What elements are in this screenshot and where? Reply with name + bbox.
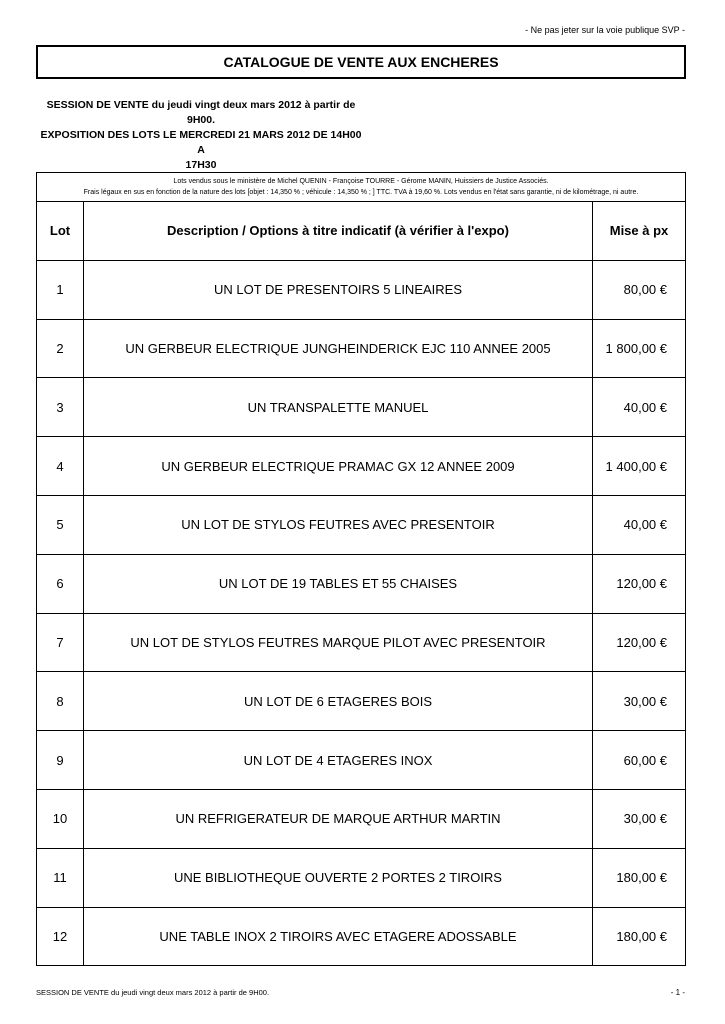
lot-description: UN TRANSPALETTE MANUEL xyxy=(84,378,593,437)
header-price: Mise à px xyxy=(593,202,686,261)
lot-price: 30,00 € xyxy=(593,789,686,848)
lot-price: 180,00 € xyxy=(593,907,686,966)
lot-price: 40,00 € xyxy=(593,495,686,554)
lot-number: 4 xyxy=(37,437,84,496)
lot-description: UN LOT DE 19 TABLES ET 55 CHAISES xyxy=(84,554,593,613)
lot-price: 120,00 € xyxy=(593,554,686,613)
lot-number: 3 xyxy=(37,378,84,437)
lot-price: 80,00 € xyxy=(593,260,686,319)
lot-price: 40,00 € xyxy=(593,378,686,437)
lot-number: 10 xyxy=(37,789,84,848)
table-row xyxy=(37,437,686,496)
table-row xyxy=(37,907,686,966)
table-row xyxy=(37,848,686,907)
table-row xyxy=(37,672,686,731)
page-number: - 1 - xyxy=(670,988,685,997)
footer-session: SESSION DE VENTE du jeudi vingt deux mars 2012 à partir de 9H00. xyxy=(36,988,270,997)
lot-number: 9 xyxy=(37,731,84,790)
table-row xyxy=(37,613,686,672)
lot-number: 11 xyxy=(37,848,84,907)
table-row xyxy=(37,554,686,613)
lot-price: 120,00 € xyxy=(593,613,686,672)
lots-table xyxy=(36,201,686,966)
table-row xyxy=(37,378,686,437)
lot-description: UN LOT DE 6 ETAGERES BOIS xyxy=(84,672,593,731)
legal-line-1: Lots vendus sous le ministère de Michel QUENIN - Françoise TOURRE - Gérome MANIN, Huissiers de Justice Associés. xyxy=(173,178,549,185)
lot-description: UNE TABLE INOX 2 TIROIRS AVEC ETAGERE ADOSSABLE xyxy=(84,907,593,966)
lot-number: 12 xyxy=(37,907,84,966)
table-row xyxy=(37,789,686,848)
lot-number: 8 xyxy=(37,672,84,731)
session-date: SESSION DE VENTE du jeudi vingt deux mars 2012 à partir de 9H00. xyxy=(46,99,356,126)
header-lot: Lot xyxy=(37,202,84,261)
lots-body xyxy=(37,260,686,966)
lot-description: UN GERBEUR ELECTRIQUE PRAMAC GX 12 ANNEE 2009 xyxy=(84,437,593,496)
lot-price: 30,00 € xyxy=(593,672,686,731)
lot-description: UN LOT DE 4 ETAGERES INOX xyxy=(84,731,593,790)
header-description: Description / Options à titre indicatif (à vérifier à l'expo) xyxy=(84,202,593,261)
lot-number: 7 xyxy=(37,613,84,672)
table-row xyxy=(37,731,686,790)
lot-number: 1 xyxy=(37,260,84,319)
session-info xyxy=(36,98,366,173)
table-header-row xyxy=(37,202,686,261)
lot-number: 6 xyxy=(37,554,84,613)
top-note: - Ne pas jeter sur la voie publique SVP - xyxy=(525,25,685,35)
table-row xyxy=(37,319,686,378)
lot-price: 1 800,00 € xyxy=(593,319,686,378)
page-title: CATALOGUE DE VENTE AUX ENCHERES xyxy=(36,45,686,79)
legal-notice xyxy=(36,172,686,202)
lot-number: 5 xyxy=(37,495,84,554)
lot-description: UN LOT DE STYLOS FEUTRES MARQUE PILOT AVEC PRESENTOIR xyxy=(84,613,593,672)
lot-description: UN LOT DE PRESENTOIRS 5 LINEAIRES xyxy=(84,260,593,319)
table-row xyxy=(37,260,686,319)
lot-number: 2 xyxy=(37,319,84,378)
exposition-date: EXPOSITION DES LOTS LE MERCREDI 21 MARS 2012 DE 14H00 A 17H30 xyxy=(40,129,362,171)
lot-description: UNE BIBLIOTHEQUE OUVERTE 2 PORTES 2 TIROIRS xyxy=(84,848,593,907)
legal-line-2: Frais légaux en sus en fonction de la nature des lots [objet : 14,350 % ; véhicule : 14,350 % ; ] TTC. TVA à 19,60 %. Lots vendus en l'état sans garantie, ni de kilométrage, ni autre. xyxy=(83,189,639,196)
lot-description: UN LOT DE STYLOS FEUTRES AVEC PRESENTOIR xyxy=(84,495,593,554)
lot-price: 180,00 € xyxy=(593,848,686,907)
lot-price: 1 400,00 € xyxy=(593,437,686,496)
lot-price: 60,00 € xyxy=(593,731,686,790)
lot-description: UN REFRIGERATEUR DE MARQUE ARTHUR MARTIN xyxy=(84,789,593,848)
table-row xyxy=(37,495,686,554)
lot-description: UN GERBEUR ELECTRIQUE JUNGHEINDERICK EJC 110 ANNEE 2005 xyxy=(84,319,593,378)
